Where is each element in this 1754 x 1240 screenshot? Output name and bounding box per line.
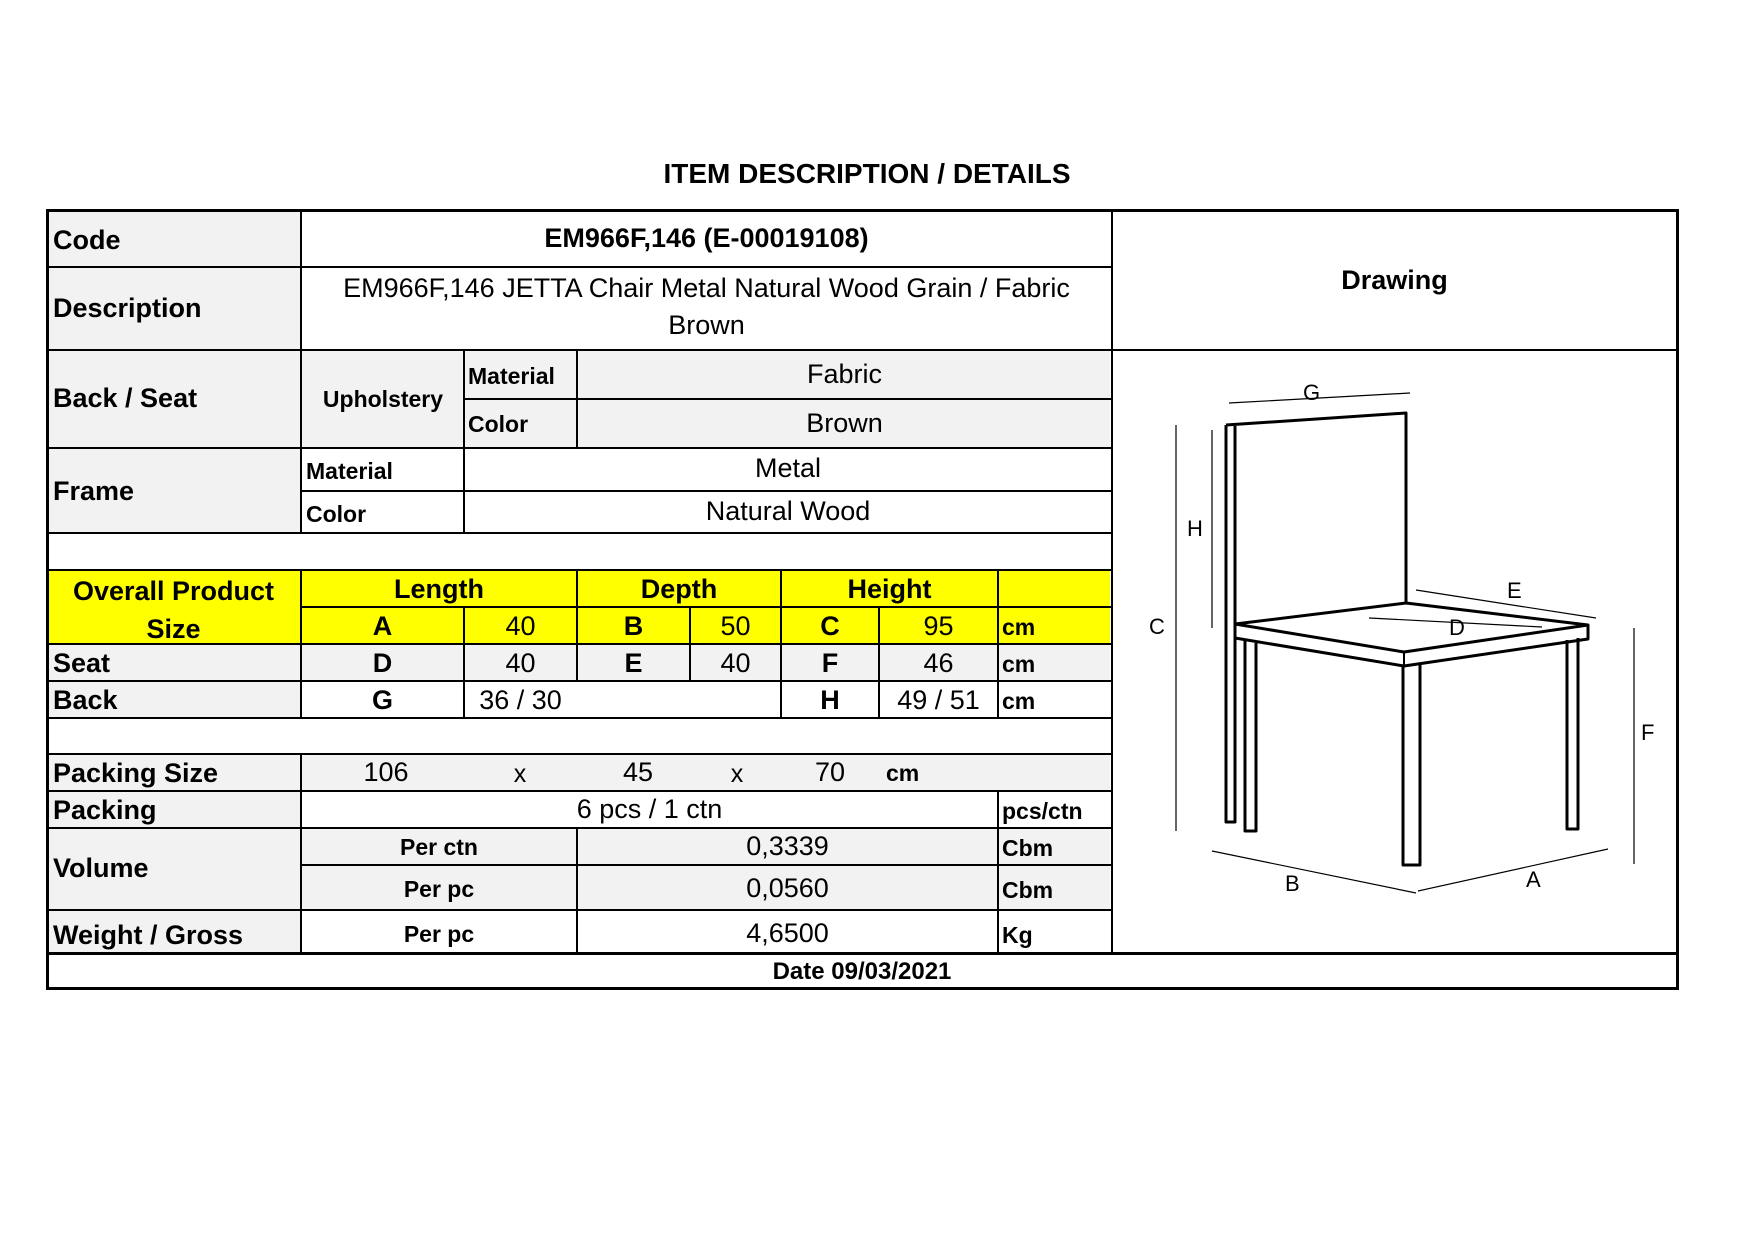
volume-per-pc-label: Per pc bbox=[403, 876, 475, 902]
date-footer: Date 09/03/2021 bbox=[772, 958, 952, 985]
chair-leg-right bbox=[1567, 638, 1578, 829]
chair-backrest bbox=[1226, 413, 1406, 603]
volume-per-pc-unit: Cbm bbox=[1002, 877, 1054, 903]
description-label: Description bbox=[53, 293, 202, 323]
overall-size-label-line-1: Overall Product bbox=[72, 576, 275, 606]
dimension-c-value: 95 bbox=[923, 611, 954, 641]
packing-length-value: 106 bbox=[363, 757, 409, 787]
packing-width-value: 45 bbox=[622, 757, 654, 787]
dimension-f-value: 46 bbox=[923, 648, 954, 678]
overall-size-unit: cm bbox=[1002, 614, 1036, 640]
seat-label: Seat bbox=[53, 648, 111, 678]
frame-color-value: Natural Wood bbox=[705, 496, 871, 526]
frame-color-label: Color bbox=[306, 501, 367, 527]
upholstery-label: Upholstery bbox=[322, 386, 444, 412]
frame-label: Frame bbox=[53, 476, 135, 506]
overall-size-label-line-2: Size bbox=[146, 614, 201, 644]
description-line-1: EM966F,146 JETTA Chair Metal Natural Wood Grain / Fabric bbox=[343, 273, 1070, 303]
dimension-g-letter: G bbox=[371, 685, 393, 715]
chair-front-rail bbox=[1235, 624, 1588, 666]
back-seat-material-label: Material bbox=[468, 363, 555, 389]
chair-leg-front bbox=[1403, 665, 1420, 865]
dimension-e-value: 40 bbox=[720, 648, 751, 678]
weight-label: Weight / Gross bbox=[53, 920, 244, 950]
seat-unit: cm bbox=[1002, 651, 1036, 677]
weight-unit: Kg bbox=[1002, 922, 1033, 948]
dimension-a-value: 40 bbox=[505, 611, 536, 641]
dimension-a-letter: A bbox=[372, 611, 393, 641]
dimension-f-letter: F bbox=[821, 648, 839, 678]
weight-value: 4,6500 bbox=[746, 918, 829, 948]
volume-per-pc-value: 0,0560 bbox=[746, 873, 829, 903]
drawing-label-e: E bbox=[1507, 578, 1522, 603]
dimension-b-value: 50 bbox=[720, 611, 751, 641]
packing-value: 6 pcs / 1 ctn bbox=[576, 794, 723, 824]
back-seat-material-value: Fabric bbox=[806, 359, 882, 389]
back-seat-label: Back / Seat bbox=[53, 383, 198, 413]
back-seat-color-value: Brown bbox=[806, 408, 883, 438]
drawing-label-b: B bbox=[1285, 871, 1300, 896]
dimension-b-letter: B bbox=[623, 611, 644, 641]
packing-height-value: 70 bbox=[814, 757, 846, 787]
packing-x-separator-2: x bbox=[730, 760, 744, 788]
drawing-label-a: A bbox=[1526, 867, 1541, 892]
dimension-h-letter: H bbox=[820, 685, 840, 715]
packing-size-label: Packing Size bbox=[53, 758, 219, 788]
back-label: Back bbox=[53, 685, 118, 715]
code-label: Code bbox=[53, 225, 121, 255]
frame-material-value: Metal bbox=[754, 453, 822, 483]
drawing-label-g: G bbox=[1303, 380, 1321, 405]
back-seat-color-label: Color bbox=[468, 411, 529, 437]
drawing-header: Drawing bbox=[1341, 265, 1448, 295]
back-unit: cm bbox=[1002, 688, 1036, 714]
dimension-d-letter: D bbox=[372, 648, 393, 678]
drawing-label-f: F bbox=[1641, 720, 1655, 745]
dimension-c-letter: C bbox=[820, 611, 840, 641]
page-title: ITEM DESCRIPTION / DETAILS bbox=[663, 158, 1071, 189]
chair-leg-left bbox=[1245, 640, 1256, 831]
dimension-d-value: 40 bbox=[505, 648, 536, 678]
drawing-label-h: H bbox=[1187, 516, 1203, 541]
code-value: EM966F,146 (E-00019108) bbox=[544, 223, 869, 253]
packing-unit: pcs/ctn bbox=[1002, 798, 1083, 824]
dimension-line-a bbox=[1418, 849, 1608, 891]
dimension-g-value: 36 / 30 bbox=[479, 685, 562, 715]
packing-label: Packing bbox=[53, 795, 157, 825]
frame-material-label: Material bbox=[306, 458, 393, 484]
length-header: Length bbox=[394, 574, 484, 604]
dimension-line-b bbox=[1212, 851, 1416, 893]
volume-per-ctn-value: 0,3339 bbox=[746, 831, 829, 861]
packing-x-separator-1: x bbox=[513, 760, 527, 788]
drawing-label-c: C bbox=[1149, 614, 1165, 639]
packing-size-unit: cm bbox=[886, 760, 920, 786]
weight-per-pc-label: Per pc bbox=[403, 921, 475, 947]
volume-per-ctn-unit: Cbm bbox=[1002, 835, 1054, 861]
height-header: Height bbox=[847, 574, 932, 604]
volume-label: Volume bbox=[53, 853, 149, 883]
description-line-2: Brown bbox=[668, 310, 745, 340]
dimension-h-value: 49 / 51 bbox=[897, 685, 980, 715]
volume-per-ctn-label: Per ctn bbox=[400, 834, 478, 860]
chair-seat bbox=[1235, 603, 1588, 652]
drawing-label-d: D bbox=[1449, 615, 1465, 640]
depth-header: Depth bbox=[640, 574, 718, 604]
dimension-e-letter: E bbox=[624, 648, 643, 678]
